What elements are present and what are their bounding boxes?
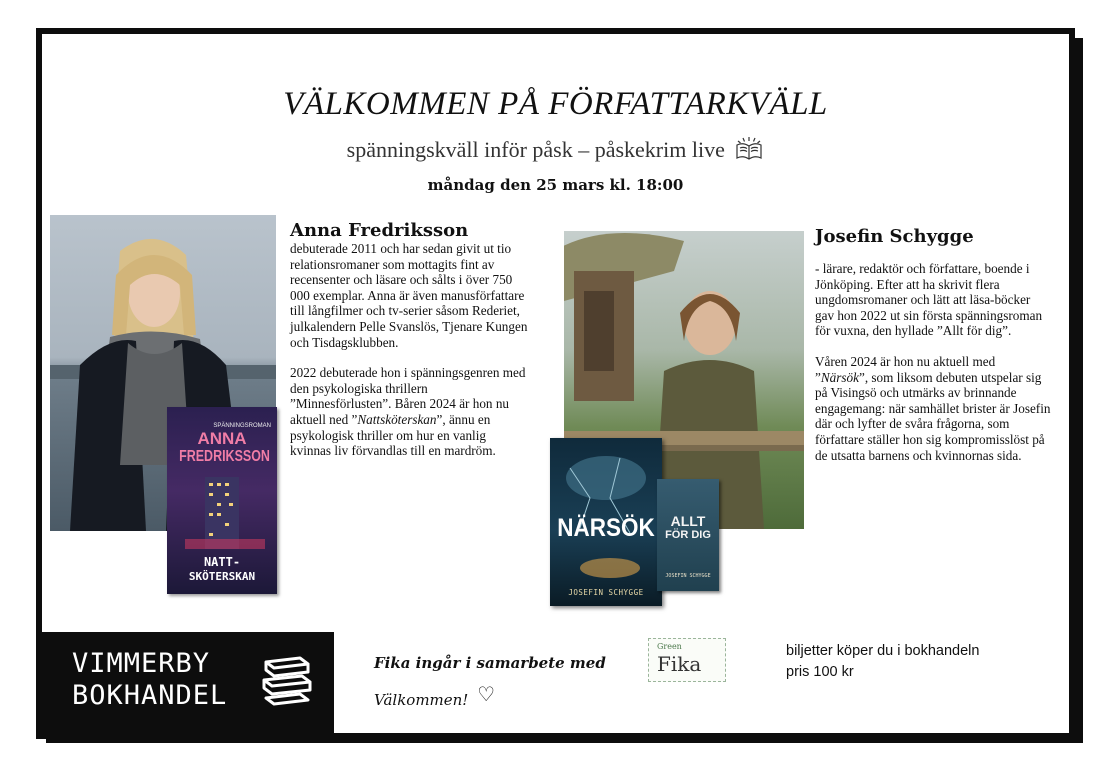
event-subtitle-text: spänningskväll inför påsk – påskekrim live <box>346 137 725 162</box>
fika-partnership-text: Fika ingår i samarbete med <box>374 654 606 672</box>
allt-book-author: JOSEFIN SCHYGGE <box>665 573 711 579</box>
anna-bio-2-pre: 2022 debuterade hon i spänningsgenren med den psykologiska thrillern ”Minnesförlusten”. Båren 2024 är hon nu aktuell ned ” <box>290 365 526 427</box>
green-fika-big: Fika <box>657 652 702 676</box>
green-fika-logo <box>648 638 726 682</box>
anna-book-title-line2: SKÖTERSKAN <box>188 570 256 583</box>
narsok-book-title: NÄRSÖK <box>557 514 655 542</box>
poster <box>36 28 1075 739</box>
hospital-building-image <box>185 469 265 549</box>
anna-book-title-line1: NATT- <box>203 555 241 569</box>
allt-for-dig-book-cover <box>657 479 719 591</box>
anna-book-genre: SPÄNNINGSROMAN <box>213 423 271 429</box>
event-date: måndag den 25 mars kl. 18:00 <box>427 176 684 194</box>
anna-text-block <box>290 220 530 459</box>
anna-bio-1: debuterade 2011 och har sedan givit ut tio relationsromaner som mottagits fint av recensenter och läsare och sålts i över 750 000 exemplar. Anna är även manusförfattare till långfilmer och tv-serier såsom Rederiet, julkalendern Pelle Svanslös, Tjenare Kungen och Tisdagsklubben. <box>290 241 528 350</box>
event-subtitle <box>42 135 1069 163</box>
ticket-info <box>786 641 979 683</box>
green-fika-small: Green <box>657 642 682 651</box>
josefin-bio-2-post: ”, som liksom debuten utspelar sig på Visingsö och utmärks av brinnande engagemang: när samhället brister är Josefin där och lyfter de svåra frågorna, som författare ställer hon sig kompromisslöst på de utsatta barnens och kvinnornas sida. <box>815 369 1051 463</box>
anna-bio-2-title: Nattsköterskan <box>357 411 437 427</box>
logo-line2: BOKHANDEL <box>72 680 228 711</box>
allt-book-title-line2: FÖR DIG <box>665 529 711 541</box>
josefin-bio-2-pre: Våren 2024 är hon nu aktuell med ” <box>815 353 996 385</box>
open-book-icon <box>734 135 764 161</box>
josefin-bio-2 <box>815 354 1051 463</box>
welcome-text <box>374 682 495 709</box>
anna-bio-2-post: ”, ännu en psykologisk thriller om hur en vanlig kvinnas liv förvandlas till en mardröm. <box>290 411 496 459</box>
tickets-line2: pris 100 kr <box>786 664 854 680</box>
heart-icon: ♡ <box>477 682 496 706</box>
josefin-bio-2-title: Närsök <box>820 369 859 385</box>
narsok-book-cover <box>550 438 662 606</box>
josefin-bio-1: - lärare, redaktör och författare, boende i Jönköping. Efter att ha skrivit flera ungdomsromaner och lätt att läsa-böcker gav hon 2022 ut sin första spänningsroman för vuxna, den hyllade ”Allt för dig”. <box>815 261 1043 339</box>
josefin-name: Josefin Schygge <box>815 226 974 247</box>
anna-book-author-bottom: FREDRIKSSON <box>179 448 270 465</box>
vimmerby-bokhandel-logo <box>42 632 334 733</box>
narsok-book-author: JOSEFIN SCHYGGE <box>568 588 644 597</box>
event-title: VÄLKOMMEN PÅ FÖRFATTARKVÄLL <box>283 86 828 122</box>
welcome-label: Välkommen! <box>374 691 469 709</box>
book-stack-icon <box>260 652 314 712</box>
tickets-line1: biljetter köper du i bokhandeln <box>786 643 980 659</box>
logo-line1: VIMMERBY <box>72 648 211 679</box>
anna-bio-2 <box>290 365 530 459</box>
josefin-text-block <box>815 226 1051 463</box>
anna-name: Anna Fredriksson <box>290 220 469 241</box>
allt-book-title-line1: ALLT <box>670 513 706 529</box>
nattskoterskan-book-cover <box>167 407 277 594</box>
anna-book-author-top: ANNA <box>197 429 247 448</box>
